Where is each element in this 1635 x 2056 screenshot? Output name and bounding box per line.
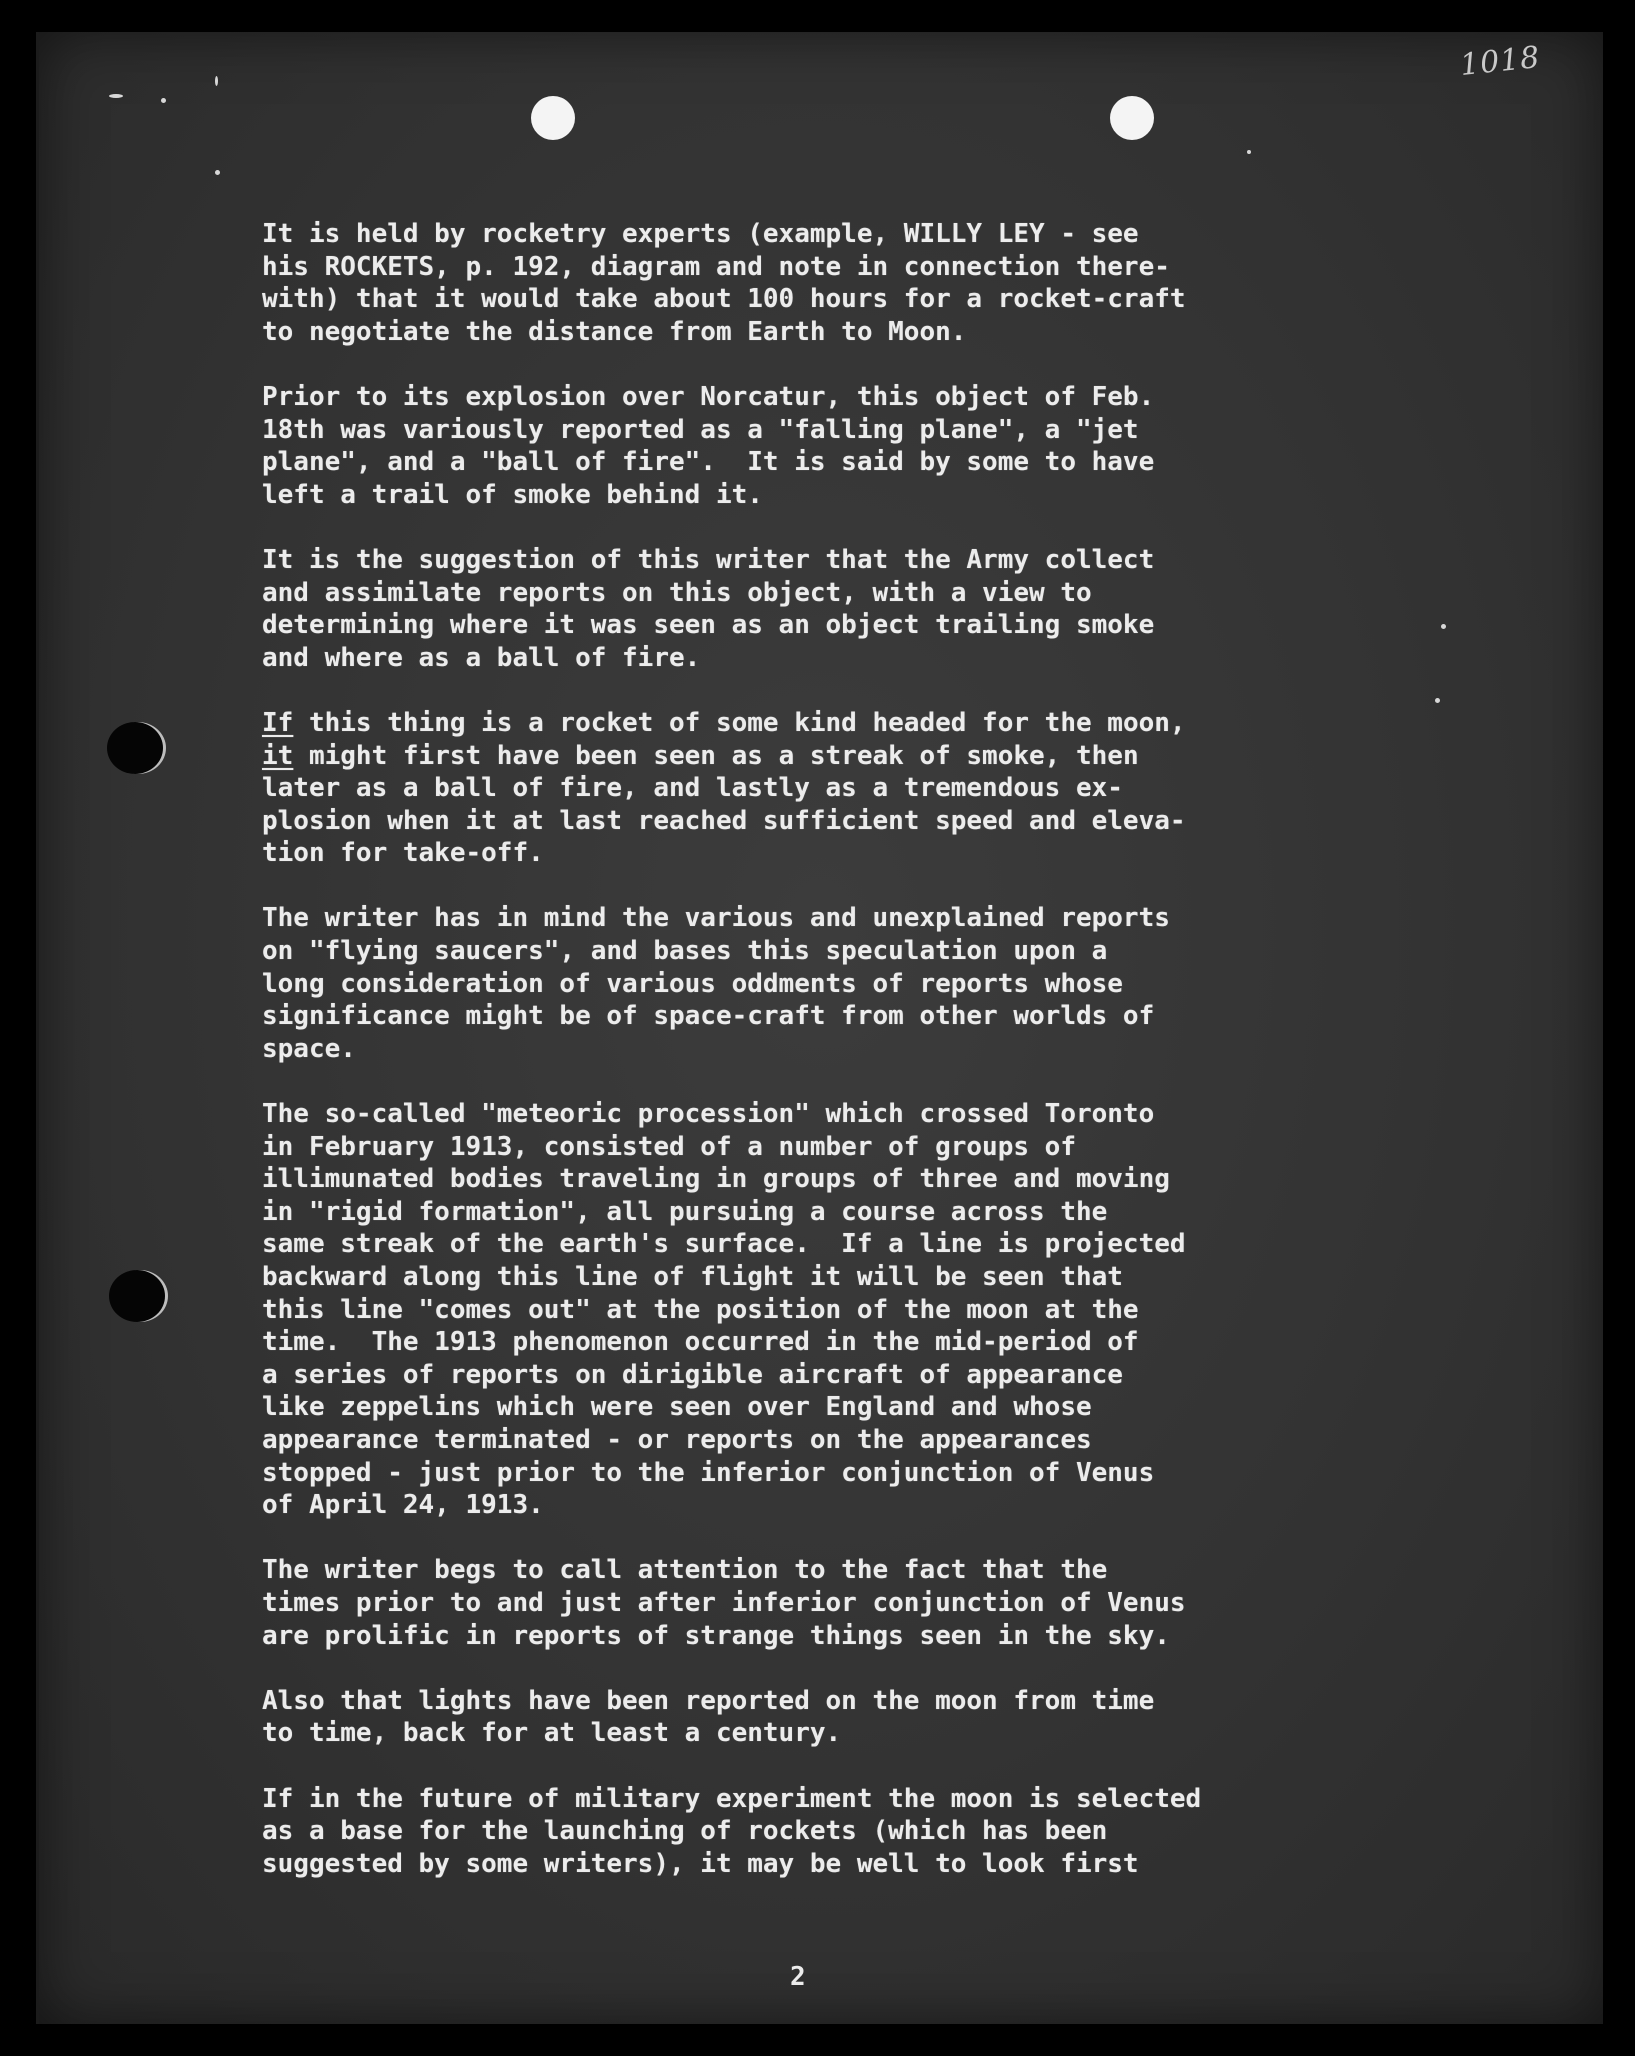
scan-speck [1247,150,1251,154]
punch-hole-top-left [531,96,575,140]
paragraph-rocket-travel-time [262,218,1302,348]
text-line: time. The 1913 phenomenon occurred in the mid-period of [262,1327,1139,1358]
text-line: space. [262,1033,356,1064]
handwritten-folio-number: 1018 [1458,39,1542,84]
text-line: as a base for the launching of rockets (which has been [262,1816,1108,1847]
text-line: It is the suggestion of this writer that the Army collect [262,544,1155,575]
text-line: It is held by rocketry experts (example, WILLY LEY - see [262,219,1139,249]
text-line: plosion when it at last reached sufficient speed and eleva- [262,805,1186,836]
text-line: like zeppelins which were seen over England and whose [262,1392,1092,1423]
paragraph-military-experiment [262,1783,1302,1881]
scan-speck [109,94,123,98]
paragraph-norcatur-explosion [262,381,1302,511]
text-line: left a trail of smoke behind it. [262,479,763,510]
paragraph-army-suggestion [262,544,1302,674]
paragraph-moon-lights [262,1685,1302,1750]
text-line: The so-called "meteoric procession" which crossed Toronto [262,1099,1155,1130]
text-line: If in the future of military experiment the moon is selected [262,1783,1202,1814]
text-line: The writer begs to call attention to the fact that the [262,1555,1108,1586]
punch-hole-left-upper [107,722,163,774]
text-line: Prior to its explosion over Norcatur, this object of Feb. [262,381,1155,412]
scan-speck [215,170,220,175]
text-line: If this thing is a rocket of some kind headed for the moon, [262,707,1186,738]
text-line: appearance terminated - or reports on the appearances [262,1424,1092,1455]
text-line: The writer has in mind the various and unexplained reports [262,903,1170,934]
text-line: long consideration of various oddments of reports whose [262,968,1123,999]
scan-speck [1441,624,1446,629]
text-line: with) that it would take about 100 hours for a rocket-craft [262,284,1186,315]
text-line: significance might be of space-craft from other worlds of [262,1001,1155,1032]
text-line: of April 24, 1913. [262,1490,544,1521]
text-line: to negotiate the distance from Earth to Moon. [262,316,967,347]
text-line: suggested by some writers), it may be well to look first [262,1848,1139,1879]
text-line: on "flying saucers", and bases this speculation upon a [262,936,1108,967]
text-line: are prolific in reports of strange things seen in the sky. [262,1620,1170,1651]
punch-hole-top-right [1110,96,1154,140]
paragraph-flying-saucers [262,902,1302,1065]
text-line: it might first have been seen as a streak of smoke, then [262,740,1139,771]
text-line: backward along this line of flight it will be seen that [262,1262,1123,1292]
letter-body [262,218,1302,1913]
text-line: to time, back for at least a century. [262,1718,842,1749]
scan-speck [215,76,218,86]
text-line: and where as a ball of fire. [262,642,701,673]
text-line: this line "comes out" at the position of the moon at the [262,1294,1139,1325]
text-line: tion for take-off. [262,838,544,869]
text-line: times prior to and just after inferior conjunction of Venus [262,1587,1186,1618]
punch-hole-left-lower [109,1270,165,1322]
paragraph-meteoric-procession [262,1098,1302,1522]
page-number: 2 [790,1962,806,1992]
text-line: plane", and a "ball of fire". It is said by some to have [262,447,1155,478]
text-line: stopped - just prior to the inferior conjunction of Venus [262,1457,1155,1488]
text-line: same streak of the earth's surface. If a line is projected [262,1229,1186,1260]
scan-speck [161,98,166,103]
text-line: in "rigid formation", all pursuing a course across the [262,1196,1108,1227]
text-line: in February 1913, consisted of a number of groups of [262,1131,1076,1162]
text-line: a series of reports on dirigible aircraft of appearance [262,1359,1123,1390]
text-line: determining where it was seen as an object trailing smoke [262,610,1155,641]
scan-speck [1435,698,1440,703]
text-line: illimunated bodies traveling in groups of three and moving [262,1164,1170,1195]
text-line: and assimilate reports on this object, with a view to [262,577,1092,608]
paragraph-rocket-hypothesis [262,707,1302,870]
text-line: his ROCKETS, p. 192, diagram and note in connection there- [262,251,1170,282]
text-line: later as a ball of fire, and lastly as a tremendous ex- [262,773,1123,804]
text-line: Also that lights have been reported on the moon from time [262,1685,1155,1716]
paragraph-venus-conjunction [262,1554,1302,1652]
text-line: 18th was variously reported as a "falling plane", a "jet [262,414,1139,445]
